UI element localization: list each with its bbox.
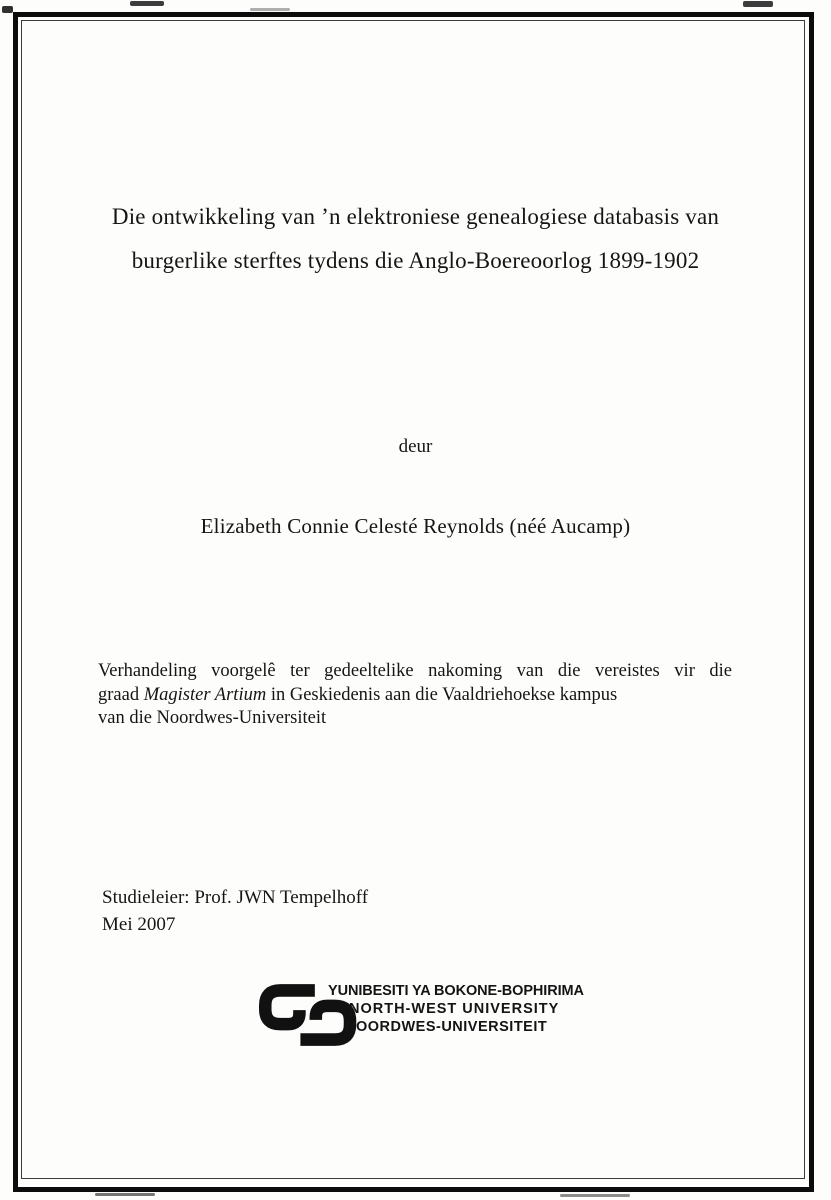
scan-artifact — [560, 1194, 630, 1197]
degree-statement-line-2-prefix: graad — [98, 684, 144, 705]
degree-name: Magister Artium — [143, 684, 267, 705]
thesis-title — [60, 195, 771, 283]
scan-artifact — [2, 6, 13, 13]
byline: deur — [398, 436, 433, 457]
degree-statement-line-1: Verhandeling voorgelê ter gedeeltelike nakoming van die vereistes vir die — [98, 661, 732, 681]
author-name: Elizabeth Connie Celesté Reynolds (néé Aucamp) — [200, 514, 631, 538]
degree-statement-line-2 — [98, 684, 732, 708]
thesis-title-line-1: Die ontwikkeling van ’n elektroniese genealogiese databasis van — [111, 204, 720, 229]
degree-statement-line-3: van die Noordwes-Universiteit — [98, 708, 327, 729]
scan-artifact — [250, 8, 290, 11]
university-logo-text-english: NORTH-WEST UNIVERSITY — [349, 1001, 560, 1017]
scan-artifact — [95, 1193, 155, 1196]
scan-artifact — [130, 1, 164, 6]
thesis-title-line-2: burgerlike sterftes tydens die Anglo-Boereoorlog 1899-1902 — [131, 248, 700, 273]
submission-date: Mei 2007 — [102, 914, 176, 935]
supervisor-block — [102, 884, 368, 938]
supervisor-name: Studieleier: Prof. JWN Tempelhoff — [102, 887, 369, 908]
university-logo-text-afrikaans: NOORDWES-UNIVERSITEIT — [345, 1019, 548, 1035]
degree-statement — [98, 660, 732, 731]
university-logo-text-setswana: YUNIBESITI YA BOKONE-BOPHIRIMA — [328, 983, 584, 999]
degree-statement-line-2-suffix: in Geskiedenis aan die Vaaldriehoekse kampus — [266, 684, 618, 705]
scan-artifact — [743, 1, 773, 7]
